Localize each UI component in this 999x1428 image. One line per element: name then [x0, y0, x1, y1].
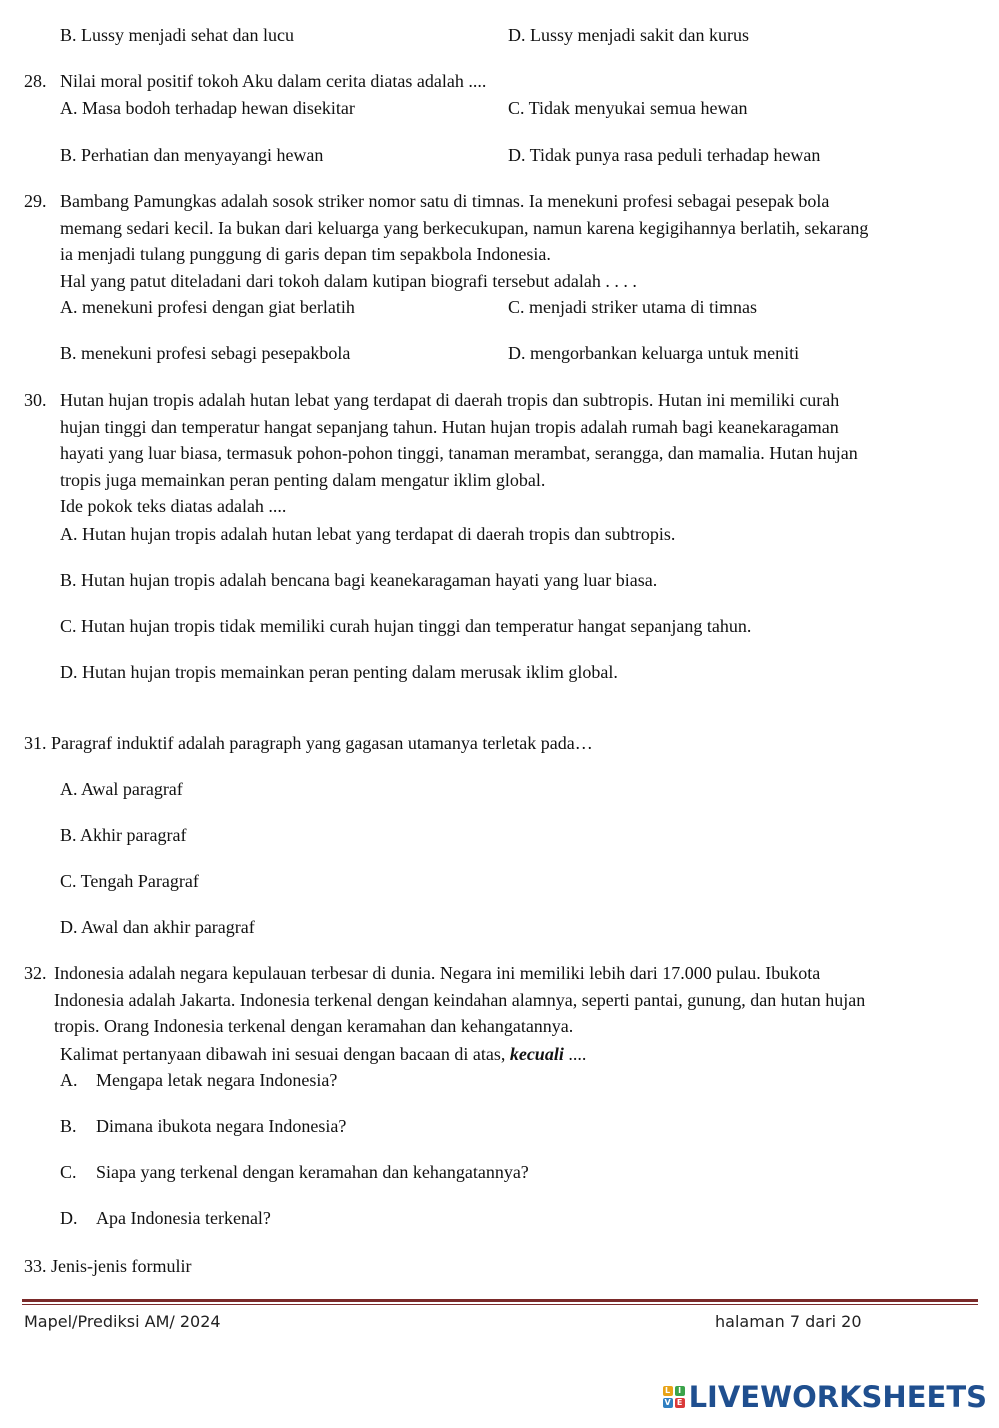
- q30-option-c: C. Hutan hujan tropis tidak memiliki curah hujan tinggi dan temperatur hangat sepanjang tahun.: [60, 616, 752, 636]
- q28-option-a: A. Masa bodoh terhadap hewan disekitar: [60, 98, 355, 118]
- option-label: B.: [60, 1116, 77, 1136]
- liveworksheets-logo[interactable]: [663, 1380, 987, 1414]
- q27-option-b: B. Lussy menjadi sehat dan lucu: [60, 25, 294, 45]
- q32-prompt-emphasis: kecuali: [509, 1044, 564, 1064]
- footer-divider: [22, 1299, 978, 1302]
- q31-option-d: D. Awal dan akhir paragraf: [60, 917, 255, 937]
- q30-question: Ide pokok teks diatas adalah ....: [60, 496, 287, 516]
- q28-option-b: B. Perhatian dan menyayangi hewan: [60, 145, 324, 165]
- option-text: Apa Indonesia terkenal?: [96, 1208, 271, 1228]
- option-text: Dimana ibukota negara Indonesia?: [96, 1116, 347, 1136]
- q30-option-a: A. Hutan hujan tropis adalah hutan lebat yang terdapat di daerah tropis dan subtropis.: [60, 524, 676, 544]
- q31-option-a: A. Awal paragraf: [60, 779, 183, 799]
- q32-number: 32.: [24, 963, 47, 983]
- option-text: Siapa yang terkenal dengan keramahan dan kehangatannya?: [96, 1162, 529, 1182]
- q30-line: tropis juga memainkan peran penting dalam mengatur iklim global.: [60, 469, 546, 490]
- footer-subject: Mapel/Prediksi AM/ 2024: [24, 1312, 221, 1331]
- q31-option-b: B. Akhir paragraf: [60, 825, 187, 845]
- q32-prompt-text: Kalimat pertanyaan dibawah ini sesuai dengan bacaan di atas,: [60, 1044, 510, 1064]
- q28-option-c: C. Tidak menyukai semua hewan: [508, 98, 748, 118]
- option-label: A.: [60, 1070, 78, 1090]
- q31-question: 31. Paragraf induktif adalah paragraph yang gagasan utamanya terletak pada…: [24, 733, 593, 753]
- q32-line: Indonesia adalah negara kepulauan terbesar di dunia. Negara ini memiliki lebih dari 17.000 pulau. Ibukota: [54, 963, 821, 983]
- q32-line: Indonesia adalah Jakarta. Indonesia terkenal dengan keindahan alamnya, seperti pantai, gunung, dan hutan hujan: [54, 989, 866, 1010]
- logo-cell: L: [663, 1386, 673, 1396]
- q30-passage: [60, 387, 970, 520]
- q29-question: Hal yang patut diteladani dari tokoh dalam kutipan biografi tersebut adalah . . . .: [60, 270, 637, 291]
- q29-passage: [60, 188, 970, 294]
- q30-line: hujan tinggi dan temperatur hangat sepanjang tahun. Hutan hujan tropis adalah rumah bagi keanekaragaman: [60, 416, 839, 437]
- logo-cell: I: [675, 1386, 685, 1396]
- q29-option-a: A. menekuni profesi dengan giat berlatih: [60, 297, 355, 317]
- q29-line: memang sedari kecil. Ia bukan dari keluarga yang berkecukupan, namun karena kegigihannya berlatih, sekarang: [60, 217, 869, 238]
- q32-option-c: [60, 1159, 529, 1186]
- q29-number: 29.: [24, 191, 47, 211]
- logo-cell: V: [664, 1398, 671, 1408]
- q30-line: Hutan hujan tropis adalah hutan lebat yang terdapat di daerah tropis dan subtropis. Hutan ini memiliki curah: [60, 390, 840, 410]
- liveworksheets-logo-icon: [663, 1386, 685, 1408]
- q32-option-b: [60, 1113, 346, 1140]
- q32-option-a: [60, 1067, 337, 1094]
- option-text: Mengapa letak negara Indonesia?: [96, 1070, 338, 1090]
- q32-line: tropis. Orang Indonesia terkenal dengan keramahan dan kehangatannya.: [54, 1016, 574, 1036]
- q32-prompt-suffix: ....: [563, 1044, 587, 1064]
- q27-option-d: D. Lussy menjadi sakit dan kurus: [508, 25, 749, 45]
- q32-option-d: [60, 1205, 271, 1232]
- q29-option-b: B. menekuni profesi sebagi pesepakbola: [60, 343, 351, 363]
- footer-divider-thin: [22, 1304, 978, 1305]
- q32-passage: [54, 960, 964, 1040]
- q28-question: Nilai moral positif tokoh Aku dalam cerita diatas adalah ....: [60, 71, 487, 91]
- q30-option-b: B. Hutan hujan tropis adalah bencana bagi keanekaragaman hayati yang luar biasa.: [60, 570, 658, 590]
- option-label: D.: [60, 1208, 78, 1228]
- q28-option-d: D. Tidak punya rasa peduli terhadap hewan: [508, 145, 821, 165]
- q32-prompt: [60, 1041, 586, 1068]
- q29-line: Bambang Pamungkas adalah sosok striker nomor satu di timnas. Ia menekuni profesi sebagai pesepak bola: [60, 191, 830, 211]
- q30-line: hayati yang luar biasa, termasuk pohon-pohon tinggi, tanaman merambat, serangga, dan mamalia. Hutan hujan: [60, 443, 858, 463]
- brand-name: LIVEWORKSHEETS: [688, 1380, 987, 1414]
- q30-option-d: D. Hutan hujan tropis memainkan peran penting dalam merusak iklim global.: [60, 662, 618, 682]
- q30-number: 30.: [24, 390, 47, 410]
- q29-option-d: D. mengorbankan keluarga untuk meniti: [508, 343, 800, 363]
- footer-page-number: halaman 7 dari 20: [715, 1312, 862, 1331]
- q31-option-c: C. Tengah Paragraf: [60, 871, 199, 891]
- option-label: C.: [60, 1162, 77, 1182]
- q29-line: ia menjadi tulang punggung di garis depan tim sepakbola Indonesia.: [60, 244, 551, 264]
- q29-option-c: C. menjadi striker utama di timnas: [508, 297, 757, 317]
- q33-question: 33. Jenis-jenis formulir: [24, 1256, 192, 1276]
- q28-number: 28.: [24, 71, 47, 91]
- logo-cell: E: [675, 1398, 685, 1408]
